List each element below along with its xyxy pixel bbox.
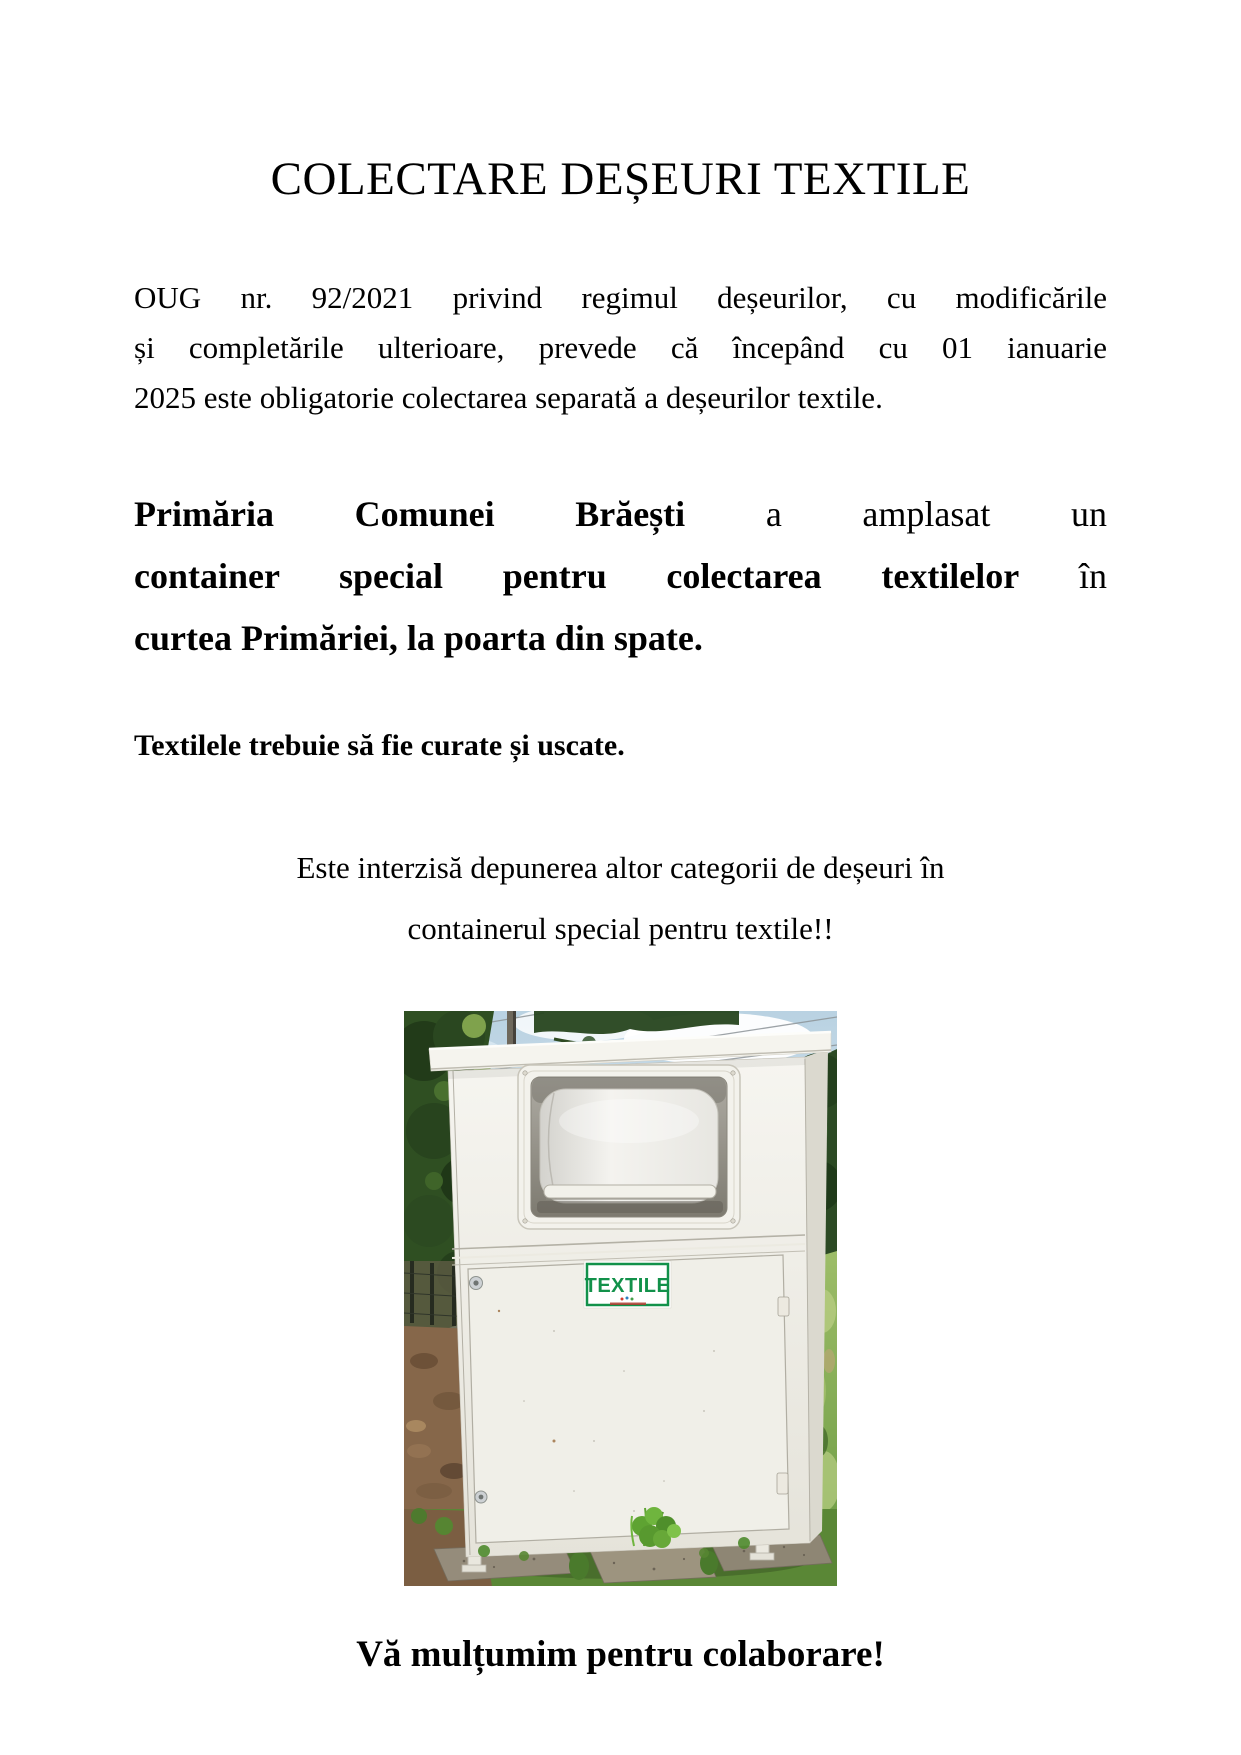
prohibition-line-2: containerul special pentru textile!! <box>407 911 834 946</box>
intro-line-2: și completările ulterioare, prevede că începând cu 01 ianuarie <box>134 330 1107 365</box>
notice-line-2 <box>134 545 1107 607</box>
notice-bold-segment: curtea Primăriei, la poarta din spate. <box>134 618 703 658</box>
notice-regular-segment: a amplasat un <box>685 494 1108 534</box>
prohibition-line-1: Este interzisă depunerea altor categorii de deșeuri în <box>296 850 945 885</box>
condition-paragraph: Textilele trebuie să fie curate și uscate. <box>134 729 625 762</box>
door-lock <box>470 1277 483 1290</box>
notice-bold-segment: Primăria Comunei Brăești <box>134 494 686 534</box>
door-lock-lower <box>475 1491 487 1503</box>
footer-thanks: Vă mulțumim pentru colaborare! <box>356 1634 885 1675</box>
document-content <box>0 152 1241 1680</box>
container-photo <box>404 1011 837 1586</box>
intro-line-3: 2025 este obligatorie colectarea separată a deșeurilor textile. <box>134 380 883 415</box>
container-body <box>429 1032 831 1557</box>
sticker-label: TEXTILE <box>584 1275 671 1297</box>
container-door <box>468 1255 789 1543</box>
notice-line-1 <box>134 483 1107 545</box>
notice-regular-segment: în <box>1019 556 1107 596</box>
deposit-recess <box>518 1065 740 1229</box>
intro-line-1: OUG nr. 92/2021 privind regimul deșeurilor, cu modificările <box>134 280 1107 315</box>
drum-handle <box>544 1185 716 1198</box>
notice-line-3 <box>134 607 1107 669</box>
intro-paragraph <box>134 273 1107 423</box>
notice-bold-segment: container special pentru colectarea textilelor <box>134 556 1020 596</box>
deposit-drum <box>537 1089 723 1213</box>
textile-container-illustration <box>404 1011 837 1586</box>
textile-sticker <box>584 1261 671 1308</box>
page-title: COLECTARE DEȘEURI TEXTILE <box>270 153 971 205</box>
prohibition-paragraph <box>134 837 1107 959</box>
notice-paragraph <box>134 483 1107 669</box>
